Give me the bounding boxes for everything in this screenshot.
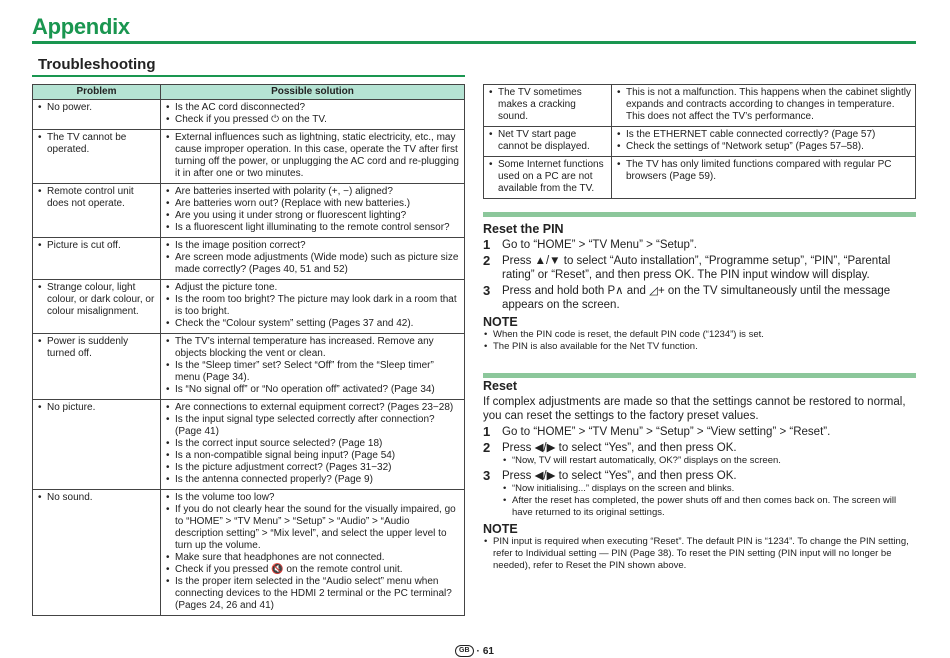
problem-text: • Picture is cut off. [37,240,156,252]
solution-item: • Adjust the picture tone. [165,282,460,294]
step-text: Press and hold both P∧ and ◿+ on the TV simultaneously until the message appears on the screen. [502,285,891,311]
note-item: • When the PIN code is reset, the default PIN code (“1234”) is set. [483,329,916,341]
problem-text: • Some Internet functions used on a PC are not available from the TV. [488,159,607,195]
solution-list [165,402,460,486]
solution-item: • Check if you pressed ⏻ on the TV. [165,114,460,126]
problem-list [37,132,156,156]
step-body [502,441,781,467]
solution-item: • Is the antenna connected properly? (Page 9) [165,474,460,486]
solution-cell [161,490,465,616]
solution-list [165,102,460,126]
step-number: 3 [483,468,491,483]
step-body [502,238,697,252]
step [483,284,916,312]
problem-text: • Power is suddenly turned off. [37,336,156,360]
step-sub-list [502,483,916,519]
problem-list [37,336,156,360]
step-sub-item: • “Now, TV will restart automatically, OK?” displays on the screen. [502,455,781,467]
problem-cell [33,100,161,130]
solution-item: • Is a fluorescent light illuminating to the remote control sensor? [165,222,460,234]
problem-cell [33,238,161,280]
problem-cell [33,184,161,238]
solution-list [165,132,460,180]
solution-item: • Is the proper item selected in the “Audio select” menu when connecting devices to the HDMI 2 terminal or the PC terminal? (Pages 24, 26 and 41) [165,576,460,612]
problem-text: • The TV sometimes makes a cracking sound. [488,87,607,123]
step-sub-item: • After the reset has completed, the power shuts off and then comes back on. The screen will have returned to its original settings. [502,495,916,519]
reset-intro: If complex adjustments are made so that the settings cannot be restored to normal, you can reset the settings to the factory preset values. [483,396,906,422]
section-divider [32,75,465,77]
step-body [502,469,916,519]
solution-item: • Make sure that headphones are not connected. [165,552,460,564]
table-row [33,400,465,490]
title-divider [32,41,916,44]
step-number: 2 [483,253,491,268]
table-row [484,157,916,199]
page-number: 61 [482,645,494,657]
problem-list [37,102,156,114]
note-item: • PIN input is required when executing “Reset”. The default PIN is “1234”. To change the PIN setting, refer to Individual setting — PIN (Page 38). To reset the PIN setting (PIN input will no longer be needed), refer to Reset the PIN shown above. [483,536,916,572]
solution-list [165,336,460,396]
solution-list [165,186,460,234]
solution-item: • Are batteries inserted with polarity (+, −) aligned? [165,186,460,198]
solution-list [616,159,911,183]
step-text: Press ◀/▶ to select “Yes”, and then press OK. [502,470,737,482]
solution-item: • This is not a malfunction. This happens when the cabinet slightly expands and contracts according to changes in temperature. This does not affect the TV’s performance. [616,87,911,123]
solution-cell [161,334,465,400]
solution-item: • Is the correct input source selected? (Page 18) [165,438,460,450]
solution-item: • Is the input signal type selected correctly after connection? (Page 41) [165,414,460,438]
solution-item: • Is the volume too low? [165,492,460,504]
problem-cell [484,157,612,199]
solution-cell [161,280,465,334]
table-row [33,490,465,616]
step-number: 1 [483,424,491,439]
problem-list [37,186,156,210]
reset-section [483,379,916,572]
problem-list [488,159,607,195]
problem-list [37,492,156,504]
separator: · [476,645,480,657]
table-row [33,238,465,280]
step-text: Press ▲/▼ to select “Auto installation”, “Programme setup”, “PIN”, “Parental rating” or “Reset”, and then press OK. The PIN input window will display. [502,255,891,281]
problem-list [37,282,156,318]
section-band [483,373,916,378]
problem-list [37,240,156,252]
problem-cell [33,490,161,616]
solution-item: • External influences such as lightning, static electricity, etc., may cause improper operation. In this case, operate the TV after first turning off the power, or unplugging the AC cord and re-plugging it in after one or two minutes. [165,132,460,180]
solution-item: • The TV’s internal temperature has increased. Remove any objects blocking the vent or clean. [165,336,460,360]
step-body [502,425,830,439]
problem-cell [484,85,612,127]
step-number: 3 [483,283,491,298]
solution-cell [161,238,465,280]
solution-item: • Is the ETHERNET cable connected correctly? (Page 57) [616,129,911,141]
step [483,238,916,252]
solution-item: • Check the “Colour system” setting (Pages 37 and 42). [165,318,460,330]
step-sub-list [502,455,781,467]
step-body [502,254,916,282]
step-text: Go to “HOME” > “TV Menu” > “Setup” > “View setting” > “Reset”. [502,426,831,438]
reset-pin-heading: Reset the PIN [483,222,564,236]
problem-cell [484,127,612,157]
solution-list [616,87,911,123]
solution-list [165,282,460,330]
step [483,254,916,282]
table-row [33,130,465,184]
table-row [484,127,916,157]
step-text: Press ◀/▶ to select “Yes”, and then press OK. [502,442,737,454]
table-row [33,334,465,400]
problem-text: • Strange colour, light colour, or dark colour, or colour misalignment. [37,282,156,318]
problem-list [37,402,156,414]
reset-heading: Reset [483,379,518,393]
note-heading: NOTE [483,315,518,329]
step-sub-item: • “Now initialising...” displays on the screen and blinks. [502,483,916,495]
solution-item: • If you do not clearly hear the sound for the visually impaired, go to “HOME” > “TV Menu” > “Setup” > “Audio” > “Audio description setting” > “Mix level”, and select the upper level to turn up the volume. [165,504,460,552]
step [483,441,916,467]
solution-item: • Is the room too bright? The picture may look dark in a room that is too bright. [165,294,460,318]
solution-list [165,492,460,612]
solution-item: • Is a non-compatible signal being input? (Page 54) [165,450,460,462]
reset-pin-section [483,222,916,353]
step [483,469,916,519]
table-row [33,100,465,130]
solution-cell [161,400,465,490]
column-header-solution: Possible solution [161,85,465,100]
solution-list [616,129,911,153]
solution-cell [612,85,916,127]
step-number: 1 [483,237,491,252]
solution-item: • Is the image position correct? [165,240,460,252]
troubleshooting-table-continued [483,84,916,199]
problem-cell [33,400,161,490]
step [483,425,916,439]
problem-text: • Net TV start page cannot be displayed. [488,129,607,153]
problem-cell [33,130,161,184]
region-badge: GB [455,645,474,657]
problem-text: • No sound. [37,492,156,504]
solution-cell [612,157,916,199]
problem-text: • Remote control unit does not operate. [37,186,156,210]
solution-item: • Is “No signal off” or “No operation off” activated? (Page 34) [165,384,460,396]
table-row [484,85,916,127]
solution-list [165,240,460,276]
solution-item: • Is the AC cord disconnected? [165,102,460,114]
solution-cell [161,130,465,184]
problem-cell [33,334,161,400]
solution-item: • The TV has only limited functions compared with regular PC browsers (Page 59). [616,159,911,183]
step-number: 2 [483,440,491,455]
table-row [33,280,465,334]
section-title: Troubleshooting [38,56,156,73]
problem-list [488,87,607,123]
column-header-problem: Problem [33,85,161,100]
problem-text: • The TV cannot be operated. [37,132,156,156]
problem-cell [33,280,161,334]
problem-text: • No power. [37,102,156,114]
solution-item: • Is the picture adjustment correct? (Pages 31−32) [165,462,460,474]
solution-item: • Check if you pressed 🔇 on the remote control unit. [165,564,460,576]
solution-item: • Are screen mode adjustments (Wide mode) such as picture size made correctly? (Pages 40, 51 and 52) [165,252,460,276]
step-text: Go to “HOME” > “TV Menu” > “Setup”. [502,239,697,251]
solution-item: • Check the settings of “Network setup” (Pages 57–58). [616,141,911,153]
page-title: Appendix [32,14,130,39]
solution-item: • Is the “Sleep timer” set? Select “Off” from the “Sleep timer” menu (Page 34). [165,360,460,384]
solution-cell [161,184,465,238]
solution-item: • Are you using it under strong or fluorescent lighting? [165,210,460,222]
note-heading: NOTE [483,522,518,536]
page-footer [455,645,494,657]
solution-item: • Are batteries worn out? (Replace with new batteries.) [165,198,460,210]
solution-item: • Are connections to external equipment correct? (Pages 23−28) [165,402,460,414]
solution-cell [161,100,465,130]
problem-list [488,129,607,153]
problem-text: • No picture. [37,402,156,414]
troubleshooting-table [32,84,465,616]
table-row [33,184,465,238]
section-band [483,212,916,217]
step-body [502,284,916,312]
solution-cell [612,127,916,157]
note-item: • The PIN is also available for the Net TV function. [483,341,916,353]
